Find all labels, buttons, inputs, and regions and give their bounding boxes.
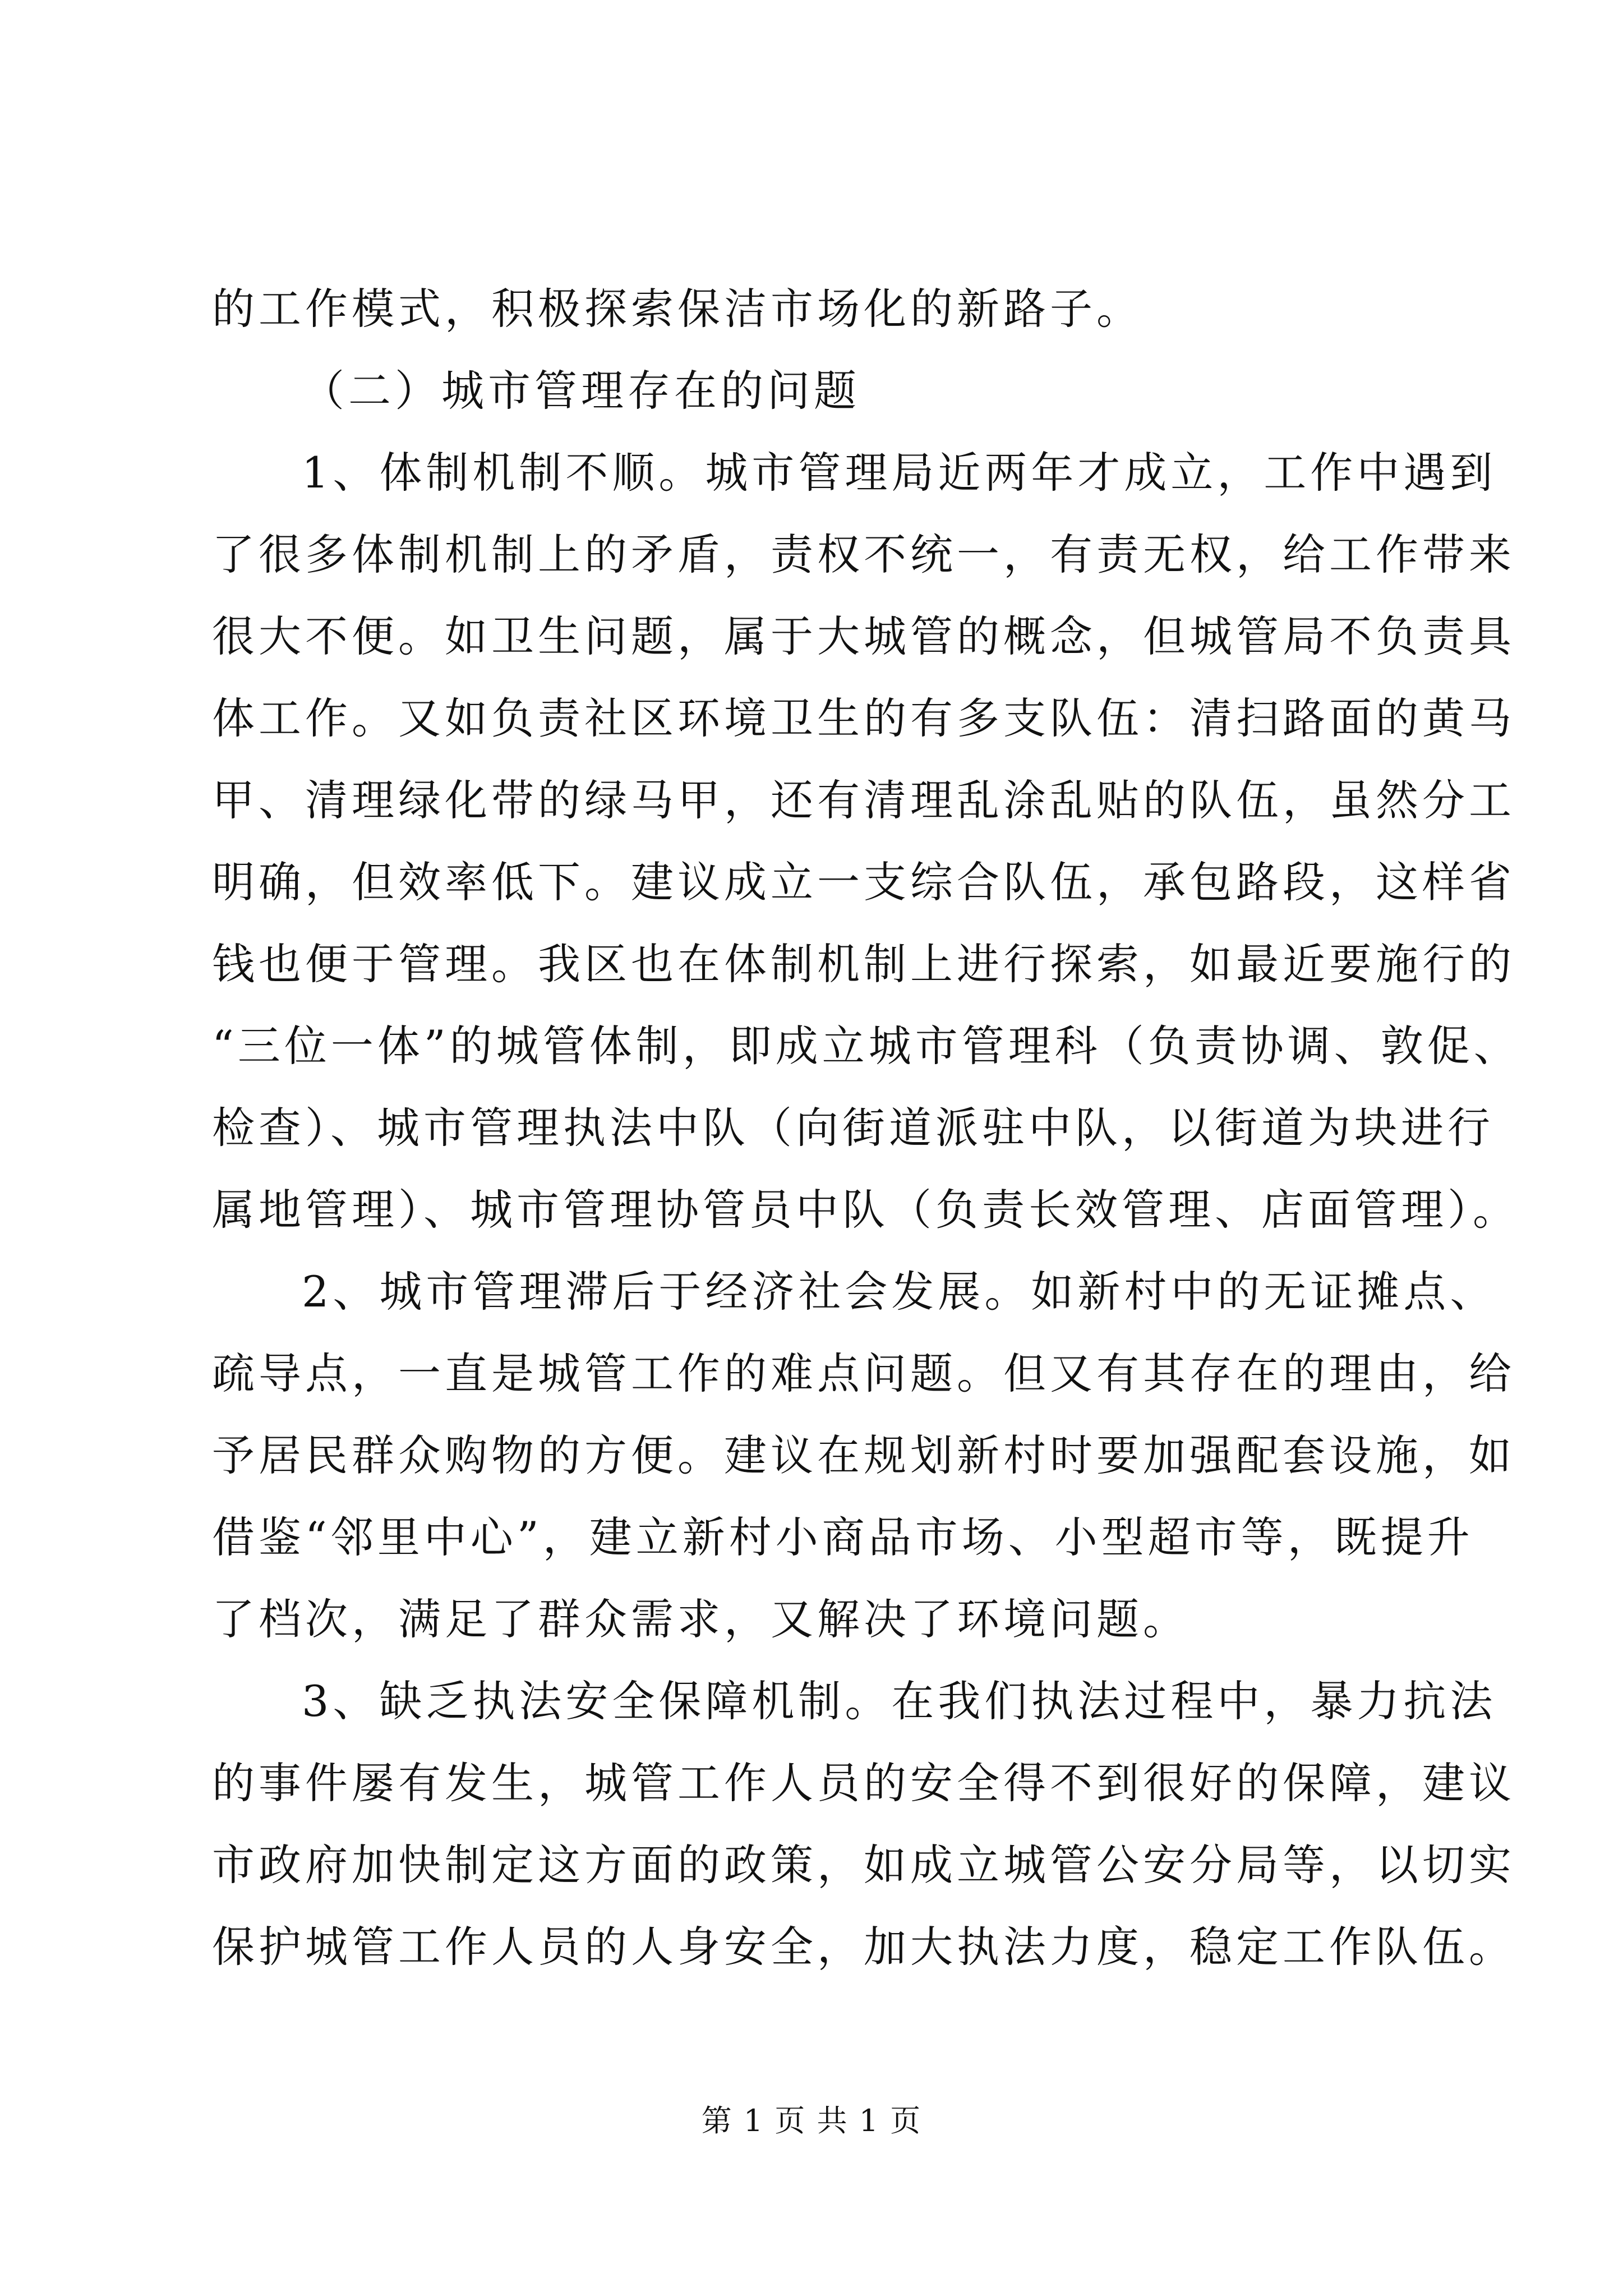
text-line: 予居民群众购物的方便。建议在规划新村时要加强配套设施，如 bbox=[212, 1430, 1515, 1480]
section-heading: （二）城市管理存在的问题 bbox=[302, 366, 860, 416]
text-line: 借鉴“邻里中心”，建立新村小商品市场、小型超市等，既提升 bbox=[212, 1512, 1474, 1562]
text-line: 2、城市管理滞后于经济社会发展。如新村中的无证摊点、 bbox=[302, 1267, 1497, 1317]
text-line: 明确，但效率低下。建议成立一支综合队伍，承包路段，这样省 bbox=[212, 857, 1515, 907]
text-line: 检查）、城市管理执法中队（向街道派驻中队，以街道为块进行 bbox=[212, 1103, 1494, 1153]
text-line: 了很多体制机制上的矛盾，责权不统一，有责无权，给工作带来 bbox=[212, 530, 1515, 579]
text-line: 钱也便于管理。我区也在体制机制上进行探索，如最近要施行的 bbox=[212, 939, 1515, 989]
text-line: 3、缺乏执法安全保障机制。在我们执法过程中，暴力抗法 bbox=[302, 1676, 1497, 1726]
text-line: 体工作。又如负责社区环境卫生的有多支队伍：清扫路面的黄马 bbox=[212, 693, 1515, 743]
page-number-label: 第 1 页 共 1 页 bbox=[701, 2103, 922, 2138]
text-line: 甲、清理绿化带的绿马甲，还有清理乱涂乱贴的队伍，虽然分工 bbox=[212, 775, 1515, 825]
text-line: 市政府加快制定这方面的政策，如成立城管公安分局等，以切实 bbox=[212, 1840, 1515, 1890]
text-line: “三位一体”的城管体制，即成立城市管理科（负责协调、敦促、 bbox=[212, 1021, 1520, 1071]
page-footer bbox=[0, 2101, 1623, 2141]
text-line: 了档次，满足了群众需求，又解决了环境问题。 bbox=[212, 1594, 1189, 1644]
document-body bbox=[212, 268, 1520, 1988]
text-line: 很大不便。如卫生问题，属于大城管的概念，但城管局不负责具 bbox=[212, 611, 1515, 661]
text-line: 1、体制机制不顺。城市管理局近两年才成立，工作中遇到 bbox=[302, 448, 1497, 498]
text-line: 的工作模式，积极探索保洁市场化的新路子。 bbox=[212, 284, 1143, 334]
text-line: 属地管理）、城市管理协管员中队（负责长效管理、店面管理）。 bbox=[212, 1185, 1519, 1235]
text-line: 疏导点，一直是城管工作的难点问题。但又有其存在的理由，给 bbox=[212, 1349, 1515, 1398]
text-line: 的事件屡有发生，城管工作人员的安全得不到很好的保障，建议 bbox=[212, 1758, 1515, 1808]
text-line: 保护城管工作人员的人身安全，加大执法力度，稳定工作队伍。 bbox=[212, 1922, 1515, 1972]
